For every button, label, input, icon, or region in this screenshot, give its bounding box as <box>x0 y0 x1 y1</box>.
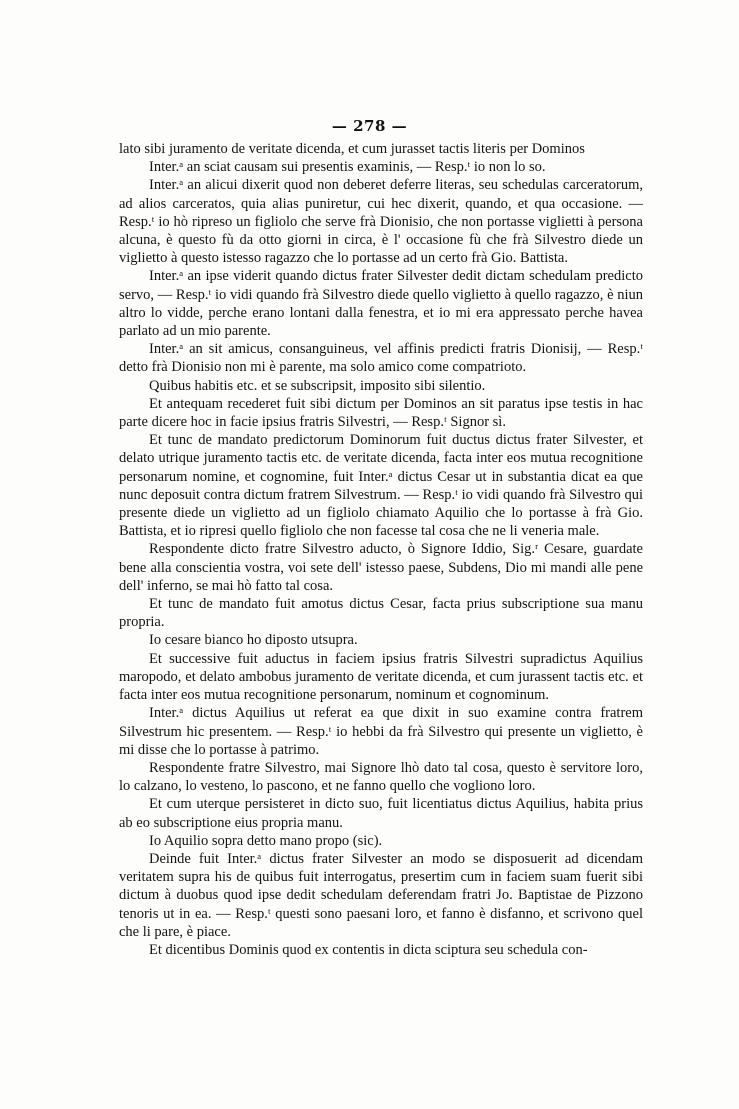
paragraph: Et cum uterque persisteret in dicto suo, fuit licentiatus dictus Aquilius, habita prius ab eo subscriptione eius propria manu. <box>119 796 643 831</box>
paragraph: Et tunc de mandato fuit amotus dictus Cesar, facta prius subscriptione sua manu propria. <box>119 596 643 631</box>
paragraph: Et successive fuit aductus in faciem ipsius fratris Silvestri supradictus Aquilius maropodo, et delato ambobus juramento de veritate dicenda, et cum jurassent tactis etc. et facta inter eos mutua recognitione personarum, nominum et cognominum. <box>119 650 643 704</box>
page-number: — 278 — <box>331 117 408 135</box>
paragraph: Inter.ᵃ an ipse viderit quando dictus frater Silvester dedit dictam schedulam predicto servo, — Resp.ᵗ io vidi quando frà Silvestro diede quello viglietto à quello ragazzo, è niun altro lo vidde, perche erano lontani dalla fenestra, et io mi era appressato perche havea parlato ad un mio parente. <box>119 268 643 340</box>
paragraph: Deinde fuit Inter.ᵃ dictus frater Silvester an modo se disposuerit ad dicendam veritatem supra his de quibus fuit interrogatus, presertim cum in faciem suam fuerit sibi dictum à duobus quod ipse dedit schedulam deferendam fratri Jo. Baptistae de Pizzono tenoris ut in ea. — Resp.ᵗ questi sono paesani loro, et fanno è disfanno, et scrivono quel che li pare, è piace. <box>119 850 643 940</box>
paragraph: Respondente dicto fratre Silvestro aducto, ò Signore Iddio, Sig.ʳ Cesare, guardate bene alla conscientia vostra, voi sete dell' istesso paese, Subdens, Dio mi mandi alle pene dell' inferno, se mai hò fatto tal cosa. <box>119 541 643 594</box>
paragraph: Inter.ᵃ an sciat causam sui presentis examinis, — Resp.ᵗ io non lo so. <box>149 159 546 176</box>
paragraph: Et dicentibus Dominis quod ex contentis in dicta sciptura seu schedula con- <box>149 941 588 958</box>
paragraph: Inter.ᵃ dictus Aquilius ut referat ea que dixit in suo examine contra fratrem Silvestrum hic presentem. — Resp.ᵗ io hebbi da frà Silvestro qui presente un viglietto, è mi disse che lo portasse à patrimo. <box>119 705 643 758</box>
paragraph: Respondente fratre Silvestro, mai Signore lhò dato tal cosa, questo è servitore loro, lo calzano, lo vesteno, lo pascono, et ne fanno quello che vogliono loro. <box>119 759 643 795</box>
paragraph: Inter.ᵃ an alicui dixerit quod non deberet deferre literas, seu schedulas carceratorum, ad alios carceratos, quia alias puniretur, cui hec dixerit, quando, et qua occasione. — Resp.ᵗ io hò ripreso un figliolo che serve frà Dionisio, che non portasse viglietti à persona alcuna, è questo fù da otto giorni in circa, è l' occasione fù che frà Silvestro diede un viglietto à questo istesso ragazzo che lo portasse ad un certo frà Gio. Battista. <box>119 177 643 267</box>
signature-line: Io Aquilio sopra detto mano propo (sic). <box>149 832 383 849</box>
body-text <box>119 140 643 959</box>
paragraph: Et antequam recederet fuit sibi dictum per Dominos an sit paratus ipse testis in hac parte dicere hoc in facie ipsius fratris Silvestri, — Resp.ᵗ Signor sì. <box>119 395 643 431</box>
paragraph: Quibus habitis etc. et se subscripsit, imposito sibi silentio. <box>149 377 486 394</box>
paragraph: lato sibi juramento de veritate dicenda, et cum jurasset tactis literis per Dominos <box>119 141 585 157</box>
signature-line: Io cesare bianco ho diposto utsupra. <box>149 632 358 649</box>
paragraph: Inter.ᵃ an sit amicus, consanguineus, vel affinis predicti fratris Dionisij, — Resp.ᵗ detto frà Dionisio non mi è parente, ma solo amico come compatrioto. <box>119 341 643 376</box>
paragraph: Et tunc de mandato predictorum Dominorum fuit ductus dictus frater Silvester, et delato utrique juramento tactis etc. de veritate dicenda, facta inter eos mutua recognitione personarum nomine, et cognomine, fuit Inter.ᵃ dictus Cesar ut in substantia dicat ea que nunc deposuit contra dictum fratrem Silvestrum. — Resp.ᵗ io vidi quando frà Silvestro qui presente diede un viglietto ad un figliolo chiamato Aquilio che lo portasse à frà Gio. Battista, et io ripresi quello figliolo che non facesse tal cosa che ne li veneria male. <box>119 432 643 540</box>
